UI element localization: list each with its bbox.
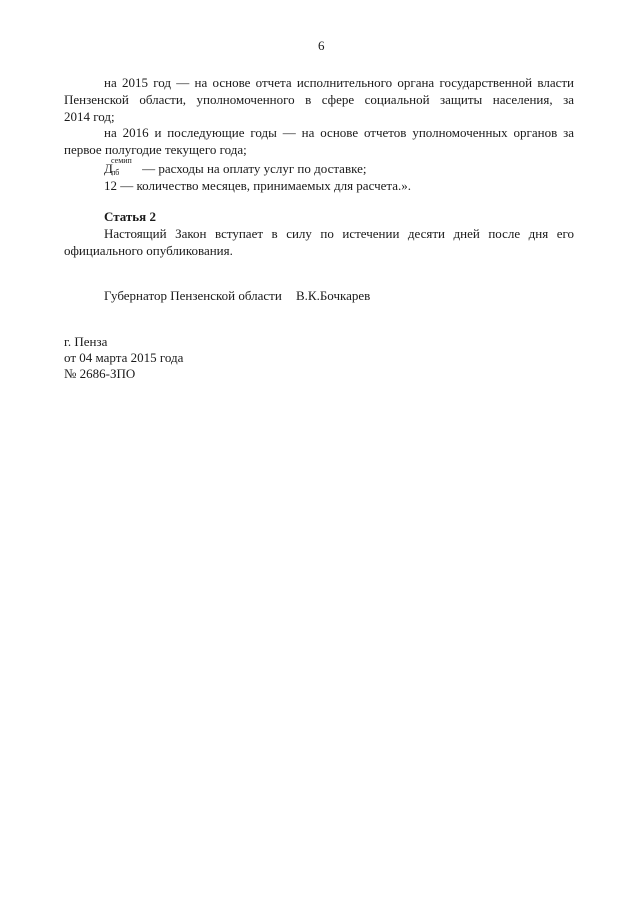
formula-superscript: семип — [111, 156, 132, 165]
article-text-line2: официального опубликования. — [64, 243, 233, 258]
paragraph-2015-line3: 2014 год; — [64, 109, 115, 124]
delivery-costs-text: — расходы на оплату услуг по доставке; — [138, 161, 367, 176]
footer-date: от 04 марта 2015 года — [64, 350, 184, 365]
paragraph-2016-line2: первое полугодие текущего года; — [64, 142, 247, 157]
formula-symbol: Д семип пб — [104, 156, 132, 177]
paragraph-months: 12 — количество месяцев, принимаемых для расчета.». — [104, 178, 411, 193]
signature-position: Губернатор Пензенской области — [104, 288, 282, 303]
paragraph-2015-line1: на 2015 год — на основе отчета исполнительного органа государственной власти — [104, 75, 574, 90]
article-text-line1: Настоящий Закон вступает в силу по истечении десяти дней после дня его — [104, 226, 574, 241]
signature-name: В.К.Бочкарев — [296, 288, 371, 303]
footer-law-number: № 2686-ЗПО — [64, 366, 136, 381]
footer-city: г. Пенза — [64, 334, 108, 349]
paragraph-delivery-costs — [104, 156, 367, 177]
article-heading: Статья 2 — [104, 209, 156, 224]
paragraph-2015-line2: Пензенской области, уполномоченного в сфере социальной защиты населения, за — [64, 92, 574, 107]
page-number: 6 — [318, 38, 325, 53]
formula-subscript: пб — [111, 168, 120, 177]
paragraph-2016-line1: на 2016 и последующие годы — на основе отчетов уполномоченных органов за — [104, 125, 574, 140]
